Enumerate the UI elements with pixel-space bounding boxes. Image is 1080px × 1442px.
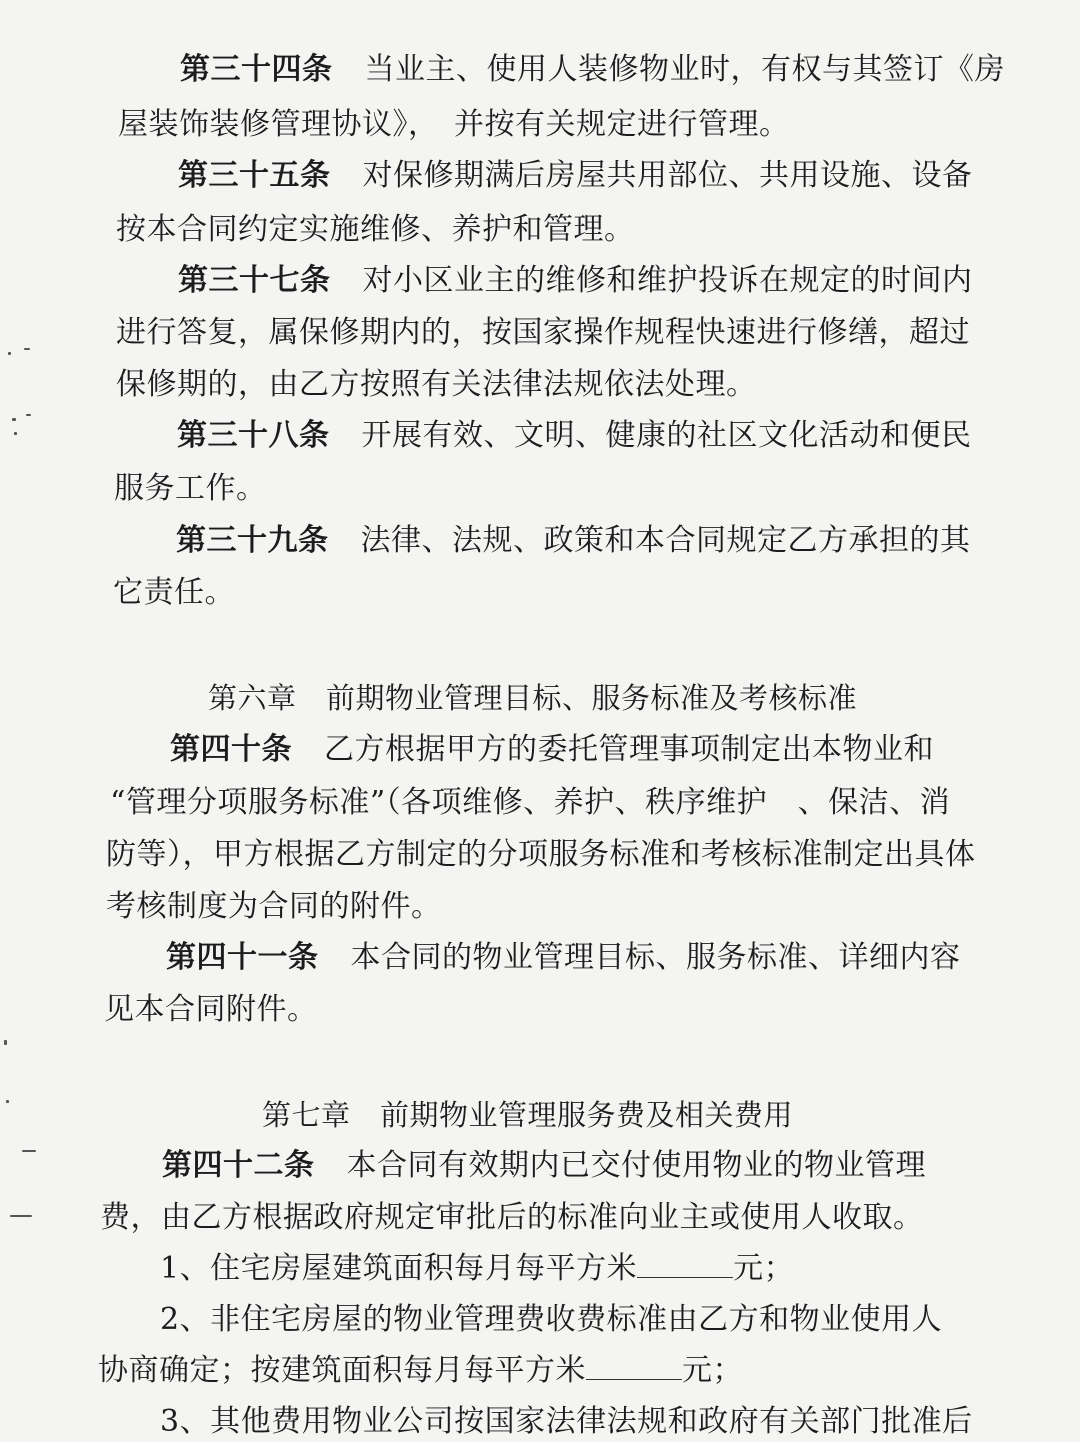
fee-item-2-line-1: 2、非住宅房屋的物业管理费收费标准由乙方和物业使用人 bbox=[160, 1302, 943, 1337]
fee-item-1 bbox=[160, 1249, 794, 1289]
article-37-line-1 bbox=[178, 261, 973, 301]
article-40-line-1 bbox=[170, 730, 934, 770]
article-34-line-2: 屋装饰装修管理协议》， 并按有关规定进行管理。 bbox=[118, 107, 790, 142]
article-41-text-1: 本合同的物业管理目标、服务标准、详细内容 bbox=[350, 940, 961, 975]
article-40-heading: 第四十条 bbox=[170, 732, 292, 767]
article-37-line-3: 保修期的，由乙方按照有关法律法规依法处理。 bbox=[116, 367, 757, 402]
scan-speck bbox=[12, 418, 16, 421]
article-42-line-1 bbox=[162, 1146, 926, 1186]
chapter-7-heading: 第七章 前期物业管理服务费及相关费用 bbox=[262, 1098, 794, 1132]
article-42-heading: 第四十二条 bbox=[162, 1148, 315, 1183]
scan-speck bbox=[10, 1215, 32, 1217]
article-35-text-1: 对保修期满后房屋共用部位、共用设施、设备 bbox=[362, 158, 973, 193]
article-38-heading: 第三十八条 bbox=[177, 418, 330, 453]
article-39-text-1: 法律、法规、政策和本合同规定乙方承担的其 bbox=[360, 523, 971, 558]
article-42-text-1: 本合同有效期内已交付使用物业的物业管理 bbox=[346, 1148, 926, 1183]
fee-item-1-text: 1、住宅房屋建筑面积每月每平方米 bbox=[160, 1251, 638, 1286]
scan-speck bbox=[24, 348, 30, 350]
article-38-line-1 bbox=[177, 416, 972, 456]
article-39-line-1 bbox=[176, 521, 971, 561]
fee-item-2-line-2 bbox=[98, 1351, 743, 1391]
scan-speck bbox=[6, 1100, 9, 1103]
scan-speck bbox=[4, 1040, 7, 1045]
fee-item-3-line-1: 3、其他费用物业公司按国家法律法规和政府有关部门批准后 bbox=[160, 1404, 973, 1439]
article-41-line-1 bbox=[166, 938, 961, 978]
article-37-heading: 第三十七条 bbox=[178, 263, 331, 298]
article-35-line-2: 按本合同约定实施维修、养护和管理。 bbox=[116, 212, 635, 247]
article-35-line-1 bbox=[178, 156, 973, 196]
scan-speck bbox=[26, 414, 31, 416]
article-39-line-2: 它责任。 bbox=[113, 575, 235, 610]
article-34-text-1: 当业主、使用人装修物业时，有权与其签订《房 bbox=[364, 52, 1005, 87]
scan-speck bbox=[22, 1150, 36, 1152]
article-34-heading: 第三十四条 bbox=[180, 52, 333, 87]
fee-item-2-text: 协商确定；按建筑面积每月每平方米 bbox=[98, 1353, 586, 1388]
article-37-text-1: 对小区业主的维修和维护投诉在规定的时间内 bbox=[362, 263, 973, 298]
article-40-line-2: “管理分项服务标准”（各项维修、养护、秩序维护 、保洁、消 bbox=[110, 785, 951, 820]
scan-speck bbox=[8, 352, 11, 355]
article-38-line-2: 服务工作。 bbox=[114, 471, 267, 506]
chapter-6-heading: 第六章 前期物业管理目标、服务标准及考核标准 bbox=[208, 681, 858, 715]
article-40-line-3: 防等），甲方根据乙方制定的分项服务标准和考核标准制定出具体 bbox=[106, 837, 976, 872]
article-40-text-1: 乙方根据甲方的委托管理事项制定出本物业和 bbox=[324, 732, 934, 767]
fee-item-2-unit: 元； bbox=[682, 1353, 743, 1388]
article-35-heading: 第三十五条 bbox=[178, 158, 331, 193]
fee-item-1-blank bbox=[637, 1249, 733, 1278]
fee-item-2-blank bbox=[586, 1351, 682, 1380]
scan-speck bbox=[14, 432, 17, 435]
article-34-line-1 bbox=[180, 50, 1005, 90]
article-39-heading: 第三十九条 bbox=[176, 523, 329, 558]
article-40-line-4: 考核制度为合同的附件。 bbox=[106, 889, 442, 924]
article-41-heading: 第四十一条 bbox=[166, 940, 319, 975]
article-38-text-1: 开展有效、文明、健康的社区文化活动和便民 bbox=[361, 418, 972, 453]
article-42-line-2: 费，由乙方根据政府规定审批后的标准向业主或使用人收取。 bbox=[100, 1200, 924, 1235]
article-37-line-2: 进行答复，属保修期内的，按国家操作规程快速进行修缮，超过 bbox=[116, 315, 970, 350]
article-41-line-2: 见本合同附件。 bbox=[104, 992, 318, 1027]
fee-item-1-unit: 元； bbox=[733, 1251, 795, 1286]
